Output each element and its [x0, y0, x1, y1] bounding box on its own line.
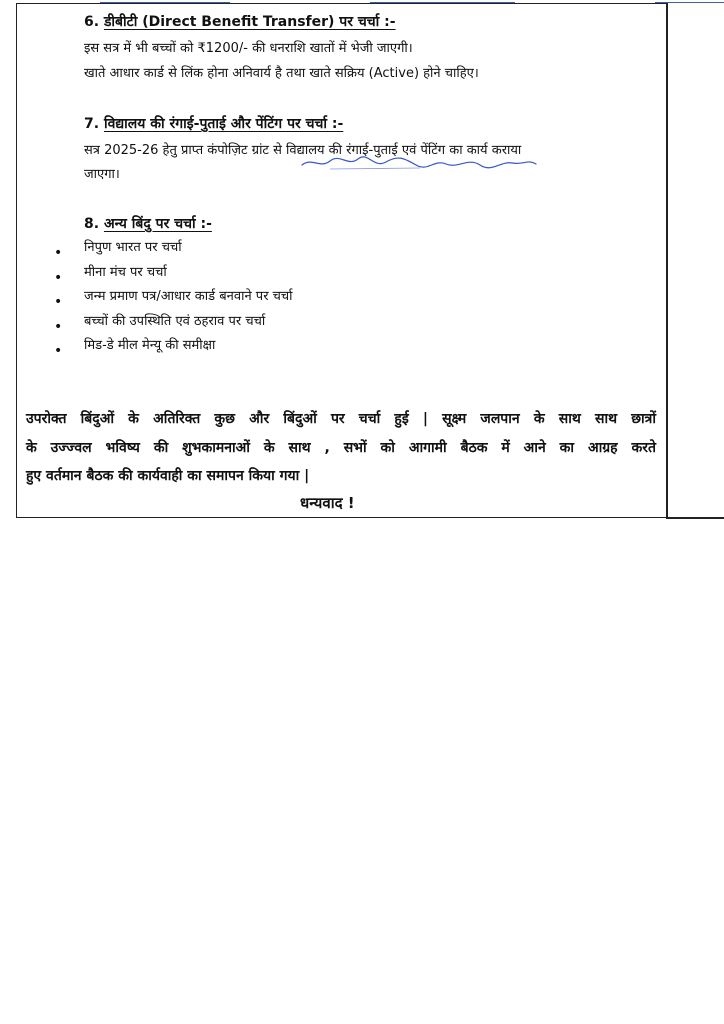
list-item-text: निपुण भारत पर चर्चा [84, 240, 182, 255]
section-7-line-1: सत्र 2025-26 हेतु प्राप्त कंपोज़िट ग्रांट से विद्यालय की रंगाई-पुताई एवं पेंटिंग का कार्य कराया [84, 143, 522, 158]
section-8-number: 8. [84, 216, 100, 232]
list-item-text: मिड-डे मील मेन्यू की समीक्षा [84, 338, 216, 353]
bullet-icon: • [54, 318, 63, 335]
table-column-divider [666, 3, 668, 518]
section-8-heading [84, 214, 212, 233]
section-6-line-1: इस सत्र में भी बच्चों को ₹1200/- की धनराशि खातों में भेजी जाएगी। [84, 41, 413, 56]
section-7-line-2: जाएगा। [84, 167, 120, 182]
section-7-number: 7. [84, 116, 100, 132]
section-6-number: 6. [84, 14, 100, 30]
bullet-icon: • [54, 269, 63, 286]
section-6-title: डीबीटी (Direct Benefit Transfer) पर चर्चा :- [103, 14, 396, 30]
table-bottom-border [666, 517, 724, 519]
section-7-heading [84, 114, 343, 133]
section-6-heading [84, 12, 396, 31]
pen-scribble-annotation [300, 153, 540, 173]
bullet-icon: • [54, 343, 63, 359]
list-item-text: जन्म प्रमाण पत्र/आधार कार्ड बनवाने पर चर्चा [84, 289, 293, 304]
section-6-line-2: खाते आधार कार्ड से लिंक होना अनिवार्य है तथा खाते सक्रिय (Active) होने चाहिए। [84, 66, 479, 81]
list-item-text: बच्चों की उपस्थिति एवं ठहराव पर चर्चा [84, 313, 266, 329]
closing-line-2: के उज्ज्वल भविष्य की शुभकामनाओं के साथ , सभों को आगामी बैठक में आने का आग्रह करते [26, 440, 656, 456]
thanks-note: धन्यवाद ! [300, 494, 355, 512]
bullet-icon: • [54, 294, 63, 310]
section-7-title: विद्यालय की रंगाई-पुताई और पेंटिंग पर चर्चा :- [103, 116, 344, 132]
closing-line-3: हुए वर्तमान बैठक की कार्यवाही का समापन किया गया | [26, 468, 310, 484]
list-item-text: मीना मंच पर चर्चा [84, 264, 167, 280]
closing-line-1: उपरोक्त बिंदुओं के अतिरिक्त कुछ और बिंदुओं पर चर्चा हुई | सूक्ष्म जलपान के साथ साथ छात्रों [26, 411, 656, 427]
section-8-title: अन्य बिंदु पर चर्चा :- [103, 216, 212, 232]
bullet-icon: • [54, 245, 63, 261]
